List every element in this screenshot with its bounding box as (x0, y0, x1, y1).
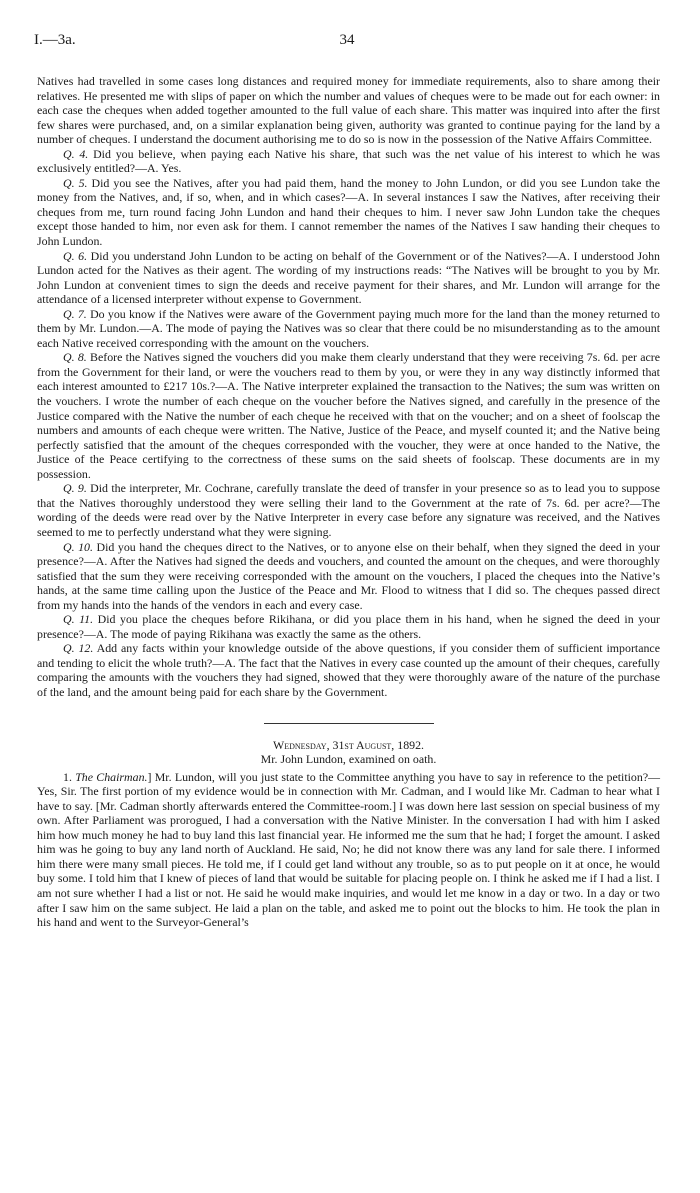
question-label: Q. 5. (63, 175, 88, 190)
question-label: Q. 12. (63, 641, 94, 656)
paragraph-continuation (37, 74, 660, 147)
question-7 (37, 307, 660, 351)
session-date: Wednesday, 31st August, 1892. (272, 737, 425, 752)
question-text: Did you see the Natives, after you had paid them, hand the money to John Lundon, or did you see Lundon take the money from the Natives, and, if so, when, and in which cases?—A. In several instances I saw the Natives, after receiving their cheques from me, turn round facing John Lundon and hand their cheques to him. I never saw John Lundon take the cheques except those handed to him, nor even ask for them. I cannot remember the names of the Natives I saw handing their cheques to John Lundon. (37, 175, 660, 249)
question-6 (37, 249, 660, 307)
question-label: Q. 9. (63, 481, 87, 496)
witness-heading: Mr. John Lundon, examined on oath. (260, 752, 437, 767)
document-reference: I.—3a. (34, 32, 76, 48)
question-label: Q. 6. (63, 248, 88, 263)
question-label: Q. 7. (63, 306, 87, 321)
page-number: 34 (339, 32, 355, 48)
question-text: Did you hand the cheques direct to the Natives, or to anyone else on their behalf, when they signed the deed in your presence?—A. After the Natives had signed the deeds and vouchers, and counted the amount on the cheques, and were thoroughly satisfied that the sum they were receiving corresponded with the amount on the vouchers, I placed the cheques into the Native’s hands, at the same time calling upon the Justice of the Peace and Mr. Flood to witness that I did so. The cheques passed direct from my hands into the hands of the vendors in each and every case. (37, 539, 660, 612)
question-label: Q. 11. (63, 612, 94, 627)
testimony-text: ] Mr. Lundon, will you just state to the Committee anything you have to say in reference to the petition?—Yes, Sir. The first portion of my evidence would be in connection with Mr. Cadman, and I would like Mr. Cadman to hear what I have to say. [Mr. Cadman shortly afterwards entered the Committee-room.] I was down here last session on special business of my own. After Parliament was prorogued, I had a conversation with the Native Minister. In the conversation I had with him I asked him how much money he had to buy land this last financial year. He informed me the sum that he had; I forget the amount. I asked him was he going to buy any land north of Auckland. He said, No; he did not know there was any land for sale there. I informed him there were many small pieces. He told me, if I could get land without any trouble, so as to put people on it at once, he would buy some. I told him that I knew of pieces of land that would be suitable for placing people on. I think he asked me if I had a list. I am not sure whether I had a list or not. He said he would make inquiries, and would let me know in a day or two. In a day or two after I saw him on the same subject. He laid a plan on the table, and asked me to point out the blocks to him. He took the plan in his hand and went to the Surveyor-General’s (37, 769, 660, 930)
question-4 (37, 147, 660, 176)
speaker-label: The Chairman. (75, 769, 148, 784)
question-9 (37, 481, 660, 539)
question-11 (37, 612, 660, 641)
testimony-paragraph (37, 770, 660, 930)
question-label: Q. 4. (63, 146, 89, 161)
paragraph-text: Natives had travelled in some cases long distances and required money for immediate requirements, also to share among their relatives. He presented me with slips of paper on which the number and values of cheques were to be made out for each owner: in each case the cheques when added together amounted to the full value of each share. This matter was inquired into after the first few shares were purchased, and, on a similar explanation being given, authority was granted to continue paying for the land by a number of cheques. I understand the document authorising me to do so is now in the possession of the Native Affairs Committee. (37, 74, 660, 147)
question-text: Did the interpreter, Mr. Cochrane, carefully translate the deed of transfer in your presence so as to lead you to suppose that the Natives thoroughly understood they were selling their land to the Government at the rate of 7s. 6d. per acre?—The wording of the deeds were read over by the Native Interpreter in every case before any signature was received, and the Natives seemed to me to perfectly understand what they were signing. (37, 481, 660, 539)
question-text: Did you understand John Lundon to be acting on behalf of the Government or of the Natives?—A. I understood John Lundon acted for the Natives as their agent. The wording of my instructions reads: “The Natives will be brought to you by Mr. John Lundon at convenient times to sign the deeds and receive payment for their shares, and Mr. Lundon will arrange for the attendance of a licensed interpreter without expense to Government. (37, 248, 660, 307)
question-text: Did you place the cheques before Rikihana, or did you place them in his hand, when he signed the deed in your presence?—A. The mode of paying Rikihana was exactly the same as the others. (37, 612, 660, 641)
question-5 (37, 176, 660, 249)
question-label: Q. 10. (63, 539, 93, 554)
question-text: Do you know if the Natives were aware of the Government paying much more for the land than the money returned to them by Mr. Lundon.—A. The mode of paying the Natives was so clear that there could be no misunderstanding as to the amount each Native received corresponding with the amount on the vouchers. (37, 306, 660, 350)
question-text: Add any facts within your knowledge outside of the above questions, if you consider them of sufficient importance and tending to elicit the whole truth?—A. The fact that the Natives in every case counted up the amount of their cheques, carefully comparing the amounts with the vouchers they had signed, showed that they were thoroughly aware of the nature of the purchase of the land, and the amount being paid for each share by the Government. (37, 641, 660, 699)
question-text: Did you believe, when paying each Native his share, that such was the net value of his interest to which he was exclusively entitled?—A. Yes. (37, 146, 661, 176)
page-header (34, 33, 660, 51)
section-divider (264, 723, 434, 724)
testimony-number: 1. (63, 769, 76, 784)
question-10 (37, 540, 660, 613)
question-label: Q. 8. (63, 350, 87, 365)
question-text: Before the Natives signed the vouchers did you make them clearly understand that they were receiving 7s. 6d. per acre from the Government for their land, or were the vouchers read to them by you, or were they in any way distinctly informed that each interest amounted to £217 10s.?—A. The Native interpreter explained the transaction to the Natives; the sum was written on the vouchers. I wrote the number of each cheque on the voucher before the Natives signed, and carefully in the presence of the Justice compared with the Native the number of each cheque he received with that on the voucher; and on a sheet of foolscap the numbers and amounts of each cheque were written. The Native, Justice of the Peace, and myself counted it; and the Native being perfectly satisfied that the amount of the cheques corresponded with the voucher, they were at once handed to the Native, the Justice of the Peace certifying to the correctness of these sums on the said sheets of foolscap. These documents are in my possession. (37, 350, 661, 481)
question-8 (37, 350, 660, 481)
page-body (37, 74, 660, 930)
question-12 (37, 641, 660, 699)
